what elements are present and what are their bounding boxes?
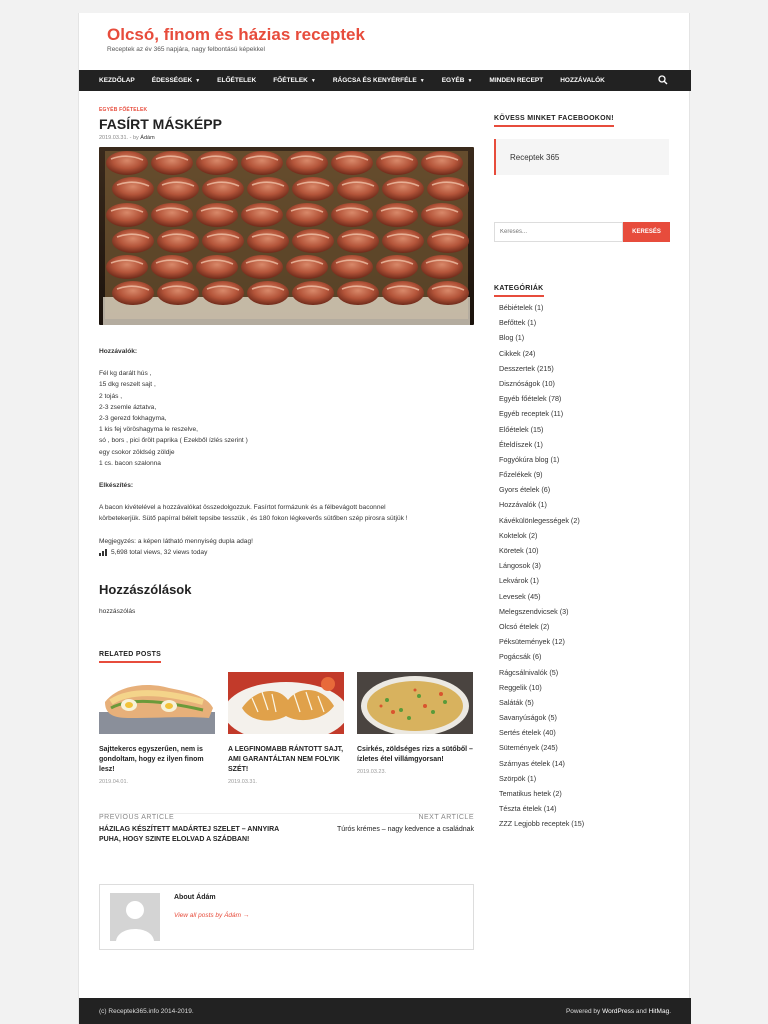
nav-item[interactable]: [217, 77, 256, 84]
ingredients-list: [99, 368, 474, 469]
meat-roll-shape: [202, 229, 244, 253]
category-link[interactable]: Sütemények (245): [499, 743, 558, 753]
category-link[interactable]: Egyéb főételek (78): [499, 394, 562, 404]
meat-roll-shape: [292, 229, 334, 253]
meat-roll-shape: [112, 229, 154, 253]
preparation-line-1: A bacon kivételével a hozzávalókat összedolgozzuk. Fasírtot formázunk és a félbevágott baconnel: [99, 504, 386, 512]
author-posts-link[interactable]: View all posts by Ádám →: [174, 912, 250, 919]
post-category[interactable]: EGYÉB FŐÉTELEK: [99, 107, 148, 113]
post-navigation: [99, 813, 474, 845]
category-link[interactable]: Egyéb receptek (11): [499, 409, 564, 419]
category-link[interactable]: Főzelékek (9): [499, 470, 543, 480]
related-post-title[interactable]: Csirkés, zöldséges rizs a sütőből – ízletes étel villámgyorsan!: [357, 746, 473, 764]
related-posts-heading: RELATED POSTS: [99, 651, 161, 663]
nav-item-label: KEZDŐLAP: [99, 77, 135, 84]
meat-roll-shape: [157, 281, 199, 305]
meat-roll-shape: [382, 229, 424, 253]
ingredient-line: 15 dkg reszelt sajt ,: [99, 381, 156, 389]
meat-roll-shape: [292, 281, 334, 305]
category-link[interactable]: Disznóságok (10): [499, 378, 555, 388]
page-container: [78, 13, 690, 1024]
facebook-page-name[interactable]: Receptek 365: [510, 152, 560, 162]
meat-roll-shape: [241, 255, 283, 279]
meat-roll-shape: [376, 255, 418, 279]
category-link[interactable]: Pogácsák (6): [499, 652, 542, 662]
meat-roll-shape: [376, 151, 418, 175]
meat-roll-shape: [331, 255, 373, 279]
comments-text: hozzászólás: [99, 608, 136, 616]
footer-powered-by: [566, 1008, 671, 1015]
facebook-widget[interactable]: [494, 139, 669, 175]
site-footer: [79, 998, 691, 1024]
meat-roll-shape: [286, 151, 328, 175]
meat-roll-shape: [331, 203, 373, 227]
category-link[interactable]: Reggelik (10): [499, 682, 542, 692]
preparation-line-2: körbetekerjük. Sütő papírral bélelt tepsibe tesszük , és 180 fokon légkeverős sütőben szép pirosra sütjük !: [99, 515, 408, 523]
nav-item[interactable]: [273, 77, 316, 84]
category-link[interactable]: Tematikus hetek (2): [499, 789, 562, 798]
meat-roll-shape: [151, 203, 193, 227]
category-link[interactable]: Péksütemények (12): [499, 637, 565, 647]
meat-roll-shape: [331, 151, 373, 175]
nav-item-label: EGYÉB: [441, 77, 465, 84]
preparation-heading: Elkészítés:: [99, 482, 134, 490]
meat-roll-shape: [196, 255, 238, 279]
post-meta: [99, 135, 474, 141]
meat-roll-shape: [151, 151, 193, 175]
category-link[interactable]: Levesek (45): [499, 591, 541, 601]
nav-item-label: RÁGCSA ÉS KENYÉRFÉLE: [332, 77, 417, 84]
category-link[interactable]: Olcsó ételek (2): [499, 621, 550, 631]
categories-heading: KATEGÓRIÁK: [494, 285, 544, 297]
related-post-image[interactable]: [228, 672, 344, 734]
meat-roll-shape: [202, 281, 244, 305]
category-link[interactable]: Gyors ételek (6): [499, 485, 551, 495]
view-count: 5,698 total views, 32 views today: [111, 548, 208, 556]
meat-roll-shape: [427, 281, 469, 305]
nav-item[interactable]: [489, 77, 543, 84]
site-title[interactable]: Olcsó, finom és házias receptek: [107, 25, 365, 44]
bar-chart-icon: [99, 549, 108, 556]
sidebar: [494, 107, 669, 829]
category-link[interactable]: Savanyúságok (5): [499, 713, 557, 723]
sidebar-search: [494, 222, 670, 242]
category-link[interactable]: Előételek (15): [499, 424, 544, 434]
category-link[interactable]: Rágcsálnivalók (5): [499, 667, 559, 677]
nav-item[interactable]: [333, 77, 425, 84]
category-link[interactable]: Tészta ételek (14): [499, 804, 557, 814]
related-post-title[interactable]: A LEGFINOMABB RÁNTOTT SAJT, AMI GARANTÁLTAN NEM FOLYIK SZÉT!: [228, 746, 344, 774]
main-navbar: [79, 70, 691, 91]
footer-wordpress-link[interactable]: WordPress: [602, 1007, 635, 1015]
nav-item-label: HOZZÁVALÓK: [560, 77, 605, 84]
meat-roll-shape: [382, 177, 424, 201]
meat-roll-shape: [247, 229, 289, 253]
footer-and: and: [634, 1007, 649, 1015]
ingredient-line: Fél kg darált hús ,: [99, 370, 152, 378]
category-link[interactable]: Befőttek (1): [499, 318, 537, 328]
related-post[interactable]: [228, 672, 344, 785]
meat-roll-shape: [382, 281, 424, 305]
ingredient-line: 2 tojás ,: [99, 392, 123, 400]
hero-image: [99, 147, 474, 325]
meat-roll-shape: [286, 203, 328, 227]
meat-roll-shape: [337, 177, 379, 201]
related-post-date: 2019.03.23.: [357, 769, 387, 776]
related-post-date: 2019.04.01.: [99, 779, 129, 786]
author-avatar[interactable]: [110, 893, 160, 941]
category-link[interactable]: Szörpök (1): [499, 773, 537, 783]
search-icon[interactable]: [658, 75, 668, 85]
search-input[interactable]: [494, 222, 623, 242]
post-date[interactable]: 2019.03.31.: [99, 135, 129, 141]
meat-roll-shape: [241, 203, 283, 227]
meat-roll-shape: [106, 151, 148, 175]
meat-roll-shape: [106, 203, 148, 227]
nav-item-label: FŐÉTELEK: [273, 77, 308, 84]
related-posts: [99, 672, 474, 785]
meat-roll-shape: [112, 281, 154, 305]
ingredients-heading: Hozzávalók:: [99, 348, 138, 355]
related-post[interactable]: [357, 672, 473, 785]
ingredient-line: só , bors , pici őrölt paprika ( Ezekből ízlés szerint ): [99, 437, 248, 445]
category-link[interactable]: Saláták (5): [499, 697, 534, 707]
meat-roll-shape: [112, 177, 154, 201]
nav-item-label: MINDEN RECEPT: [489, 77, 544, 84]
meat-roll-shape: [292, 177, 334, 201]
categories-list: [499, 300, 584, 832]
meat-roll-shape: [196, 151, 238, 175]
footer-copyright: (c) Receptek365.info 2014-2019.: [99, 1007, 194, 1015]
nav-item-label: ELŐÉTELEK: [217, 77, 257, 84]
footer-dot: .: [669, 1007, 671, 1015]
post-by: - by: [129, 135, 139, 141]
site-description: Receptek az év 365 napjára, nagy felbontású képekkel: [107, 46, 265, 53]
nav-item[interactable]: [560, 77, 605, 84]
meat-roll-shape: [337, 229, 379, 253]
ingredient-line: egy csokor zöldség zöldje: [99, 448, 175, 456]
next-article-label: NEXT ARTICLE: [418, 814, 474, 822]
ingredient-line: 1 kis fej vöröshagyma le reszelve,: [99, 426, 198, 434]
category-link[interactable]: Cikkek (24): [499, 348, 536, 358]
meat-roll-shape: [106, 255, 148, 279]
meat-roll-shape: [202, 177, 244, 201]
related-post-image[interactable]: [357, 672, 473, 734]
category-link[interactable]: Melegszendvicsek (3): [499, 606, 569, 616]
related-post-date: 2019.03.31.: [228, 779, 258, 786]
category-link[interactable]: Sertés ételek (40): [499, 728, 556, 738]
meat-roll-shape: [241, 151, 283, 175]
category-link[interactable]: Ételdíszek (1): [499, 439, 543, 449]
category-link[interactable]: Lángosok (3): [499, 561, 541, 571]
ingredient-line: 2-3 gerezd fokhagyma,: [99, 415, 167, 423]
chevron-down-icon: ▼: [310, 77, 316, 84]
previous-article-label: PREVIOUS ARTICLE: [99, 814, 175, 822]
chevron-down-icon: ▼: [195, 77, 201, 84]
category-link[interactable]: ZZZ Legjobb receptek (15): [499, 819, 585, 829]
category-link[interactable]: Koktelok (2): [499, 530, 538, 540]
author-name: About Ádám: [174, 894, 216, 901]
category-link[interactable]: Szárnyas ételek (14): [499, 758, 565, 768]
footer-hitmag-link[interactable]: HitMag: [648, 1007, 670, 1015]
post-note: Megjegyzés: a képen látható mennyiség dupla adag!: [99, 537, 253, 545]
category-link[interactable]: Lekvárok (1): [499, 576, 539, 586]
next-article-title[interactable]: Túrós krémes – nagy kedvence a családnak: [337, 826, 474, 834]
meat-roll-shape: [196, 203, 238, 227]
next-article[interactable]: [294, 814, 474, 845]
category-link[interactable]: Bébiételek (1): [499, 303, 544, 312]
ingredients-section: [99, 346, 474, 558]
main-content: [99, 107, 474, 845]
meat-roll-shape: [421, 151, 463, 175]
post-author[interactable]: Ádám: [140, 135, 155, 141]
nav-item[interactable]: [152, 77, 200, 84]
previous-article-title[interactable]: HÁZILAG KÉSZÍTETT MADÁRTEJ SZELET – ANNYIRA PUHA, HOGY SZINTE ELOLVAD A SZÁDBAN!: [99, 826, 279, 844]
category-link[interactable]: Kávékülönlegességek (2): [499, 515, 580, 525]
meat-roll-shape: [427, 177, 469, 201]
nav-item-label: ÉDESSÉGEK: [151, 77, 193, 84]
chevron-down-icon: ▼: [419, 77, 425, 84]
meat-roll-shape: [157, 229, 199, 253]
category-link[interactable]: Fogyókúra blog (1): [499, 454, 560, 464]
category-link[interactable]: Blog (1): [499, 333, 525, 343]
post-title: FASÍRT MÁSKÉPP: [99, 116, 222, 132]
ingredient-line: 1 cs. bacon szalonna: [99, 459, 161, 467]
meat-roll-shape: [247, 177, 289, 201]
nav-item[interactable]: [99, 77, 135, 84]
search-button[interactable]: KERESÉS: [623, 222, 670, 242]
meat-roll-shape: [286, 255, 328, 279]
meat-roll-shape: [421, 203, 463, 227]
meat-roll-shape: [427, 229, 469, 253]
footer-powered-prefix: Powered by: [565, 1007, 603, 1015]
category-link[interactable]: Desszertek (215): [499, 363, 554, 373]
related-post[interactable]: [99, 672, 215, 785]
facebook-heading: KÖVESS MINKET FACEBOOKON!: [494, 115, 614, 127]
comments-heading: Hozzászólások: [99, 582, 192, 598]
author-box: [99, 884, 474, 950]
meat-roll-shape: [337, 281, 379, 305]
previous-article[interactable]: [99, 814, 279, 845]
meat-roll-shape: [157, 177, 199, 201]
meat-roll-shape: [421, 255, 463, 279]
related-post-title[interactable]: Sajttekercs egyszerűen, nem is gondoltam, hogy ez ilyen finom lesz!: [99, 746, 204, 774]
meat-roll-shape: [376, 203, 418, 227]
nav-item[interactable]: [442, 77, 473, 84]
category-link[interactable]: Hozzávalók (1): [499, 500, 547, 510]
view-counter: [99, 547, 474, 558]
meat-roll-shape: [247, 281, 289, 305]
related-post-image[interactable]: [99, 672, 215, 734]
category-link[interactable]: Köretek (10): [499, 546, 539, 555]
ingredient-line: 2-3 zsemle áztatva,: [99, 403, 157, 411]
chevron-down-icon: ▼: [467, 77, 473, 84]
meat-roll-shape: [151, 255, 193, 279]
